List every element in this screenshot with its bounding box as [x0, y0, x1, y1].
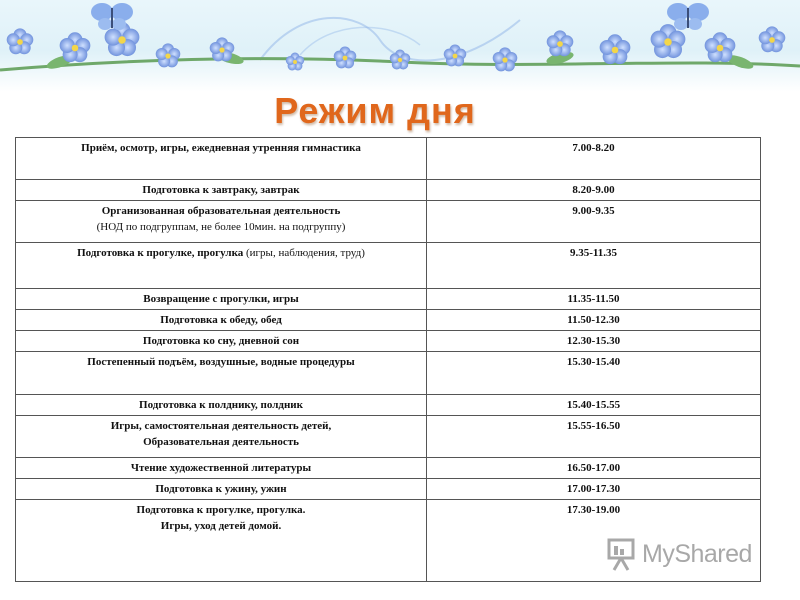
- time-cell: 15.40-15.55: [427, 395, 761, 416]
- activity-text: Организованная образовательная деятельность: [101, 205, 341, 217]
- table-row: [16, 352, 761, 395]
- table-row: [16, 395, 761, 416]
- flower-icon: [600, 34, 631, 64]
- forget-me-not-flowers-decoration: [0, 0, 800, 92]
- time-cell: 11.35-11.50: [427, 289, 761, 310]
- time-cell: 9.35-11.35: [427, 243, 761, 289]
- flower-icon: [705, 32, 736, 62]
- time-cell: 17.00-17.30: [427, 479, 761, 500]
- presentation-board-icon: [606, 537, 636, 571]
- table-row: [16, 479, 761, 500]
- activity-text: Подготовка к завтраку, завтрак: [142, 184, 300, 196]
- time-cell: 15.30-15.40: [427, 352, 761, 395]
- time-cell: 11.50-12.30: [427, 310, 761, 331]
- activity-text: Подготовка к ужину, ужин: [155, 483, 287, 495]
- decorative-header-banner: [0, 0, 800, 92]
- activity-note: (игры, наблюдения, труд): [246, 247, 365, 259]
- flower-icon: [286, 53, 304, 71]
- table-row: [16, 180, 761, 201]
- activity-cell: [16, 289, 427, 310]
- table-row: [16, 310, 761, 331]
- activity-cell: [16, 395, 427, 416]
- flower-icon: [60, 32, 91, 62]
- activity-cell: [16, 180, 427, 201]
- time-cell: 16.50-17.00: [427, 458, 761, 479]
- daily-schedule-table: [15, 137, 761, 582]
- activity-text-line2: Игры, уход детей домой.: [160, 520, 282, 532]
- table-row: [16, 289, 761, 310]
- activity-text: Возвращение с прогулки, игры: [143, 293, 299, 305]
- activity-cell: [16, 416, 427, 458]
- activity-cell: [16, 331, 427, 352]
- activity-cell: [16, 500, 427, 582]
- table-row: [16, 243, 761, 289]
- activity-cell: [16, 352, 427, 395]
- activity-text: Подготовка ко сну, дневной сон: [142, 335, 300, 347]
- activity-text-line2: Образовательная деятельность: [143, 436, 299, 448]
- activity-cell: [16, 310, 427, 331]
- table-row: [16, 331, 761, 352]
- butterfly-icon: [667, 3, 709, 30]
- activity-cell: [16, 201, 427, 243]
- activity-text: Чтение художественной литературы: [130, 462, 312, 474]
- page-title: Режим дня: [274, 90, 476, 131]
- flower-icon: [547, 30, 574, 56]
- activity-text: Подготовка к прогулке, прогулка: [77, 247, 244, 259]
- activity-text: Подготовка к обеду, обед: [160, 314, 282, 326]
- activity-text: Подготовка к полднику, полдник: [139, 399, 303, 411]
- time-cell: 17.30-19.00: [427, 500, 761, 582]
- time-cell: 8.20-9.00: [427, 180, 761, 201]
- table-row: [16, 138, 761, 180]
- activity-text: Постепенный подъём, воздушные, водные процедуры: [87, 356, 355, 368]
- table-row: [16, 201, 761, 243]
- activity-cell: [16, 479, 427, 500]
- myshared-watermark: [606, 536, 752, 572]
- table-row: [16, 416, 761, 458]
- activity-text: Игры, самостоятельная деятельность детей,: [110, 420, 332, 432]
- time-cell: 15.55-16.50: [427, 416, 761, 458]
- flower-icon: [7, 28, 34, 54]
- flower-icon: [334, 46, 357, 68]
- watermark-text: MyShared: [642, 539, 752, 568]
- flower-icon: [493, 47, 518, 71]
- activity-cell: [16, 243, 427, 289]
- activity-text: Приём, осмотр, игры, ежедневная утренняя гимнастика: [81, 142, 361, 154]
- activity-cell: [16, 138, 427, 180]
- flower-icon: [210, 37, 235, 61]
- flower-icon: [444, 44, 467, 66]
- activity-note: (НОД по подгруппам, не более 10мин. на подгруппу): [96, 221, 346, 233]
- activity-text: Подготовка к прогулке, прогулка.: [136, 504, 306, 516]
- time-cell: 7.00-8.20: [427, 138, 761, 180]
- activity-cell: [16, 458, 427, 479]
- table-row: [16, 458, 761, 479]
- flower-icon: [759, 26, 786, 52]
- time-cell: 9.00-9.35: [427, 201, 761, 243]
- time-cell: 12.30-15.30: [427, 331, 761, 352]
- flower-icon: [156, 43, 181, 67]
